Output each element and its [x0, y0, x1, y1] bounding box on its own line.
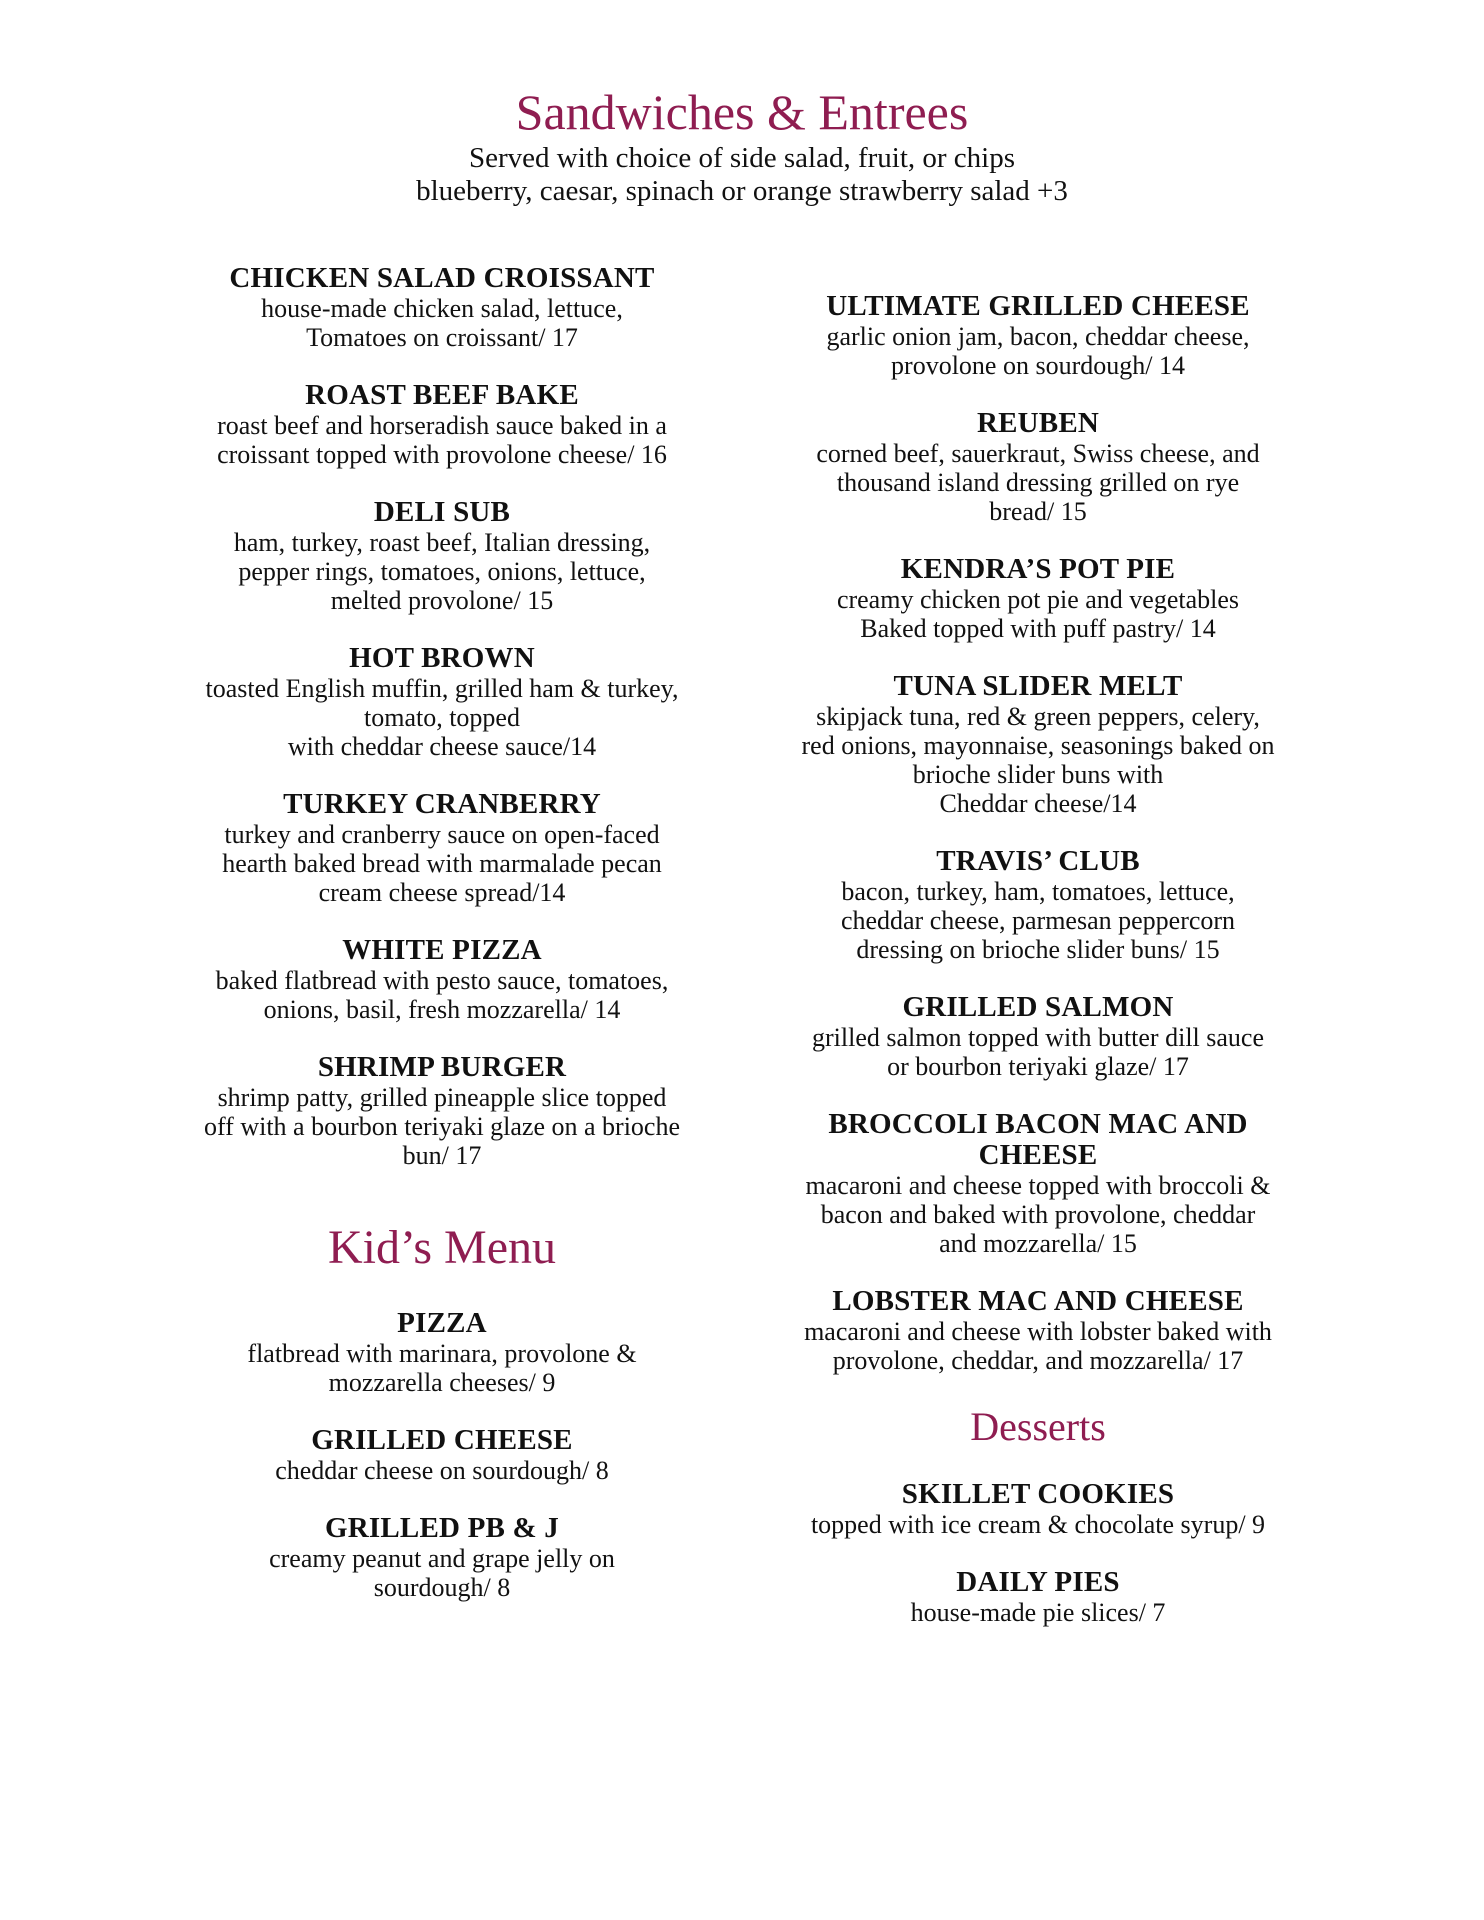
menu-item [142, 1425, 742, 1485]
menu-item-description: ham, turkey, roast beef, Italian dressing, pepper rings, tomatoes, onions, lettuce, melted provolone/ 15 [233, 528, 651, 615]
right-column [738, 291, 1338, 1655]
sandwich-list-right [738, 291, 1338, 1375]
kids-menu-list [142, 1308, 742, 1602]
menu-item [142, 263, 742, 352]
menu-item-name: GRILLED SALMON [902, 991, 1174, 1023]
menu-item-name: WHITE PIZZA [342, 934, 542, 966]
menu-item-name: TUNA SLIDER MELT [893, 670, 1183, 702]
menu-item-name: HOT BROWN [349, 642, 535, 674]
menu-item-name: BROCCOLI BACON MAC AND CHEESE [828, 1108, 1248, 1171]
sandwich-list-left [142, 263, 742, 1170]
menu-item-description: bacon, turkey, ham, tomatoes, lettuce, cheddar cheese, parmesan peppercorn dressing on brioche slider buns/ 15 [840, 877, 1236, 964]
menu-item-description: shrimp patty, grilled pineapple slice topped off with a bourbon teriyaki glaze on a brioche bun/ 17 [203, 1083, 681, 1170]
menu-item-name: TRAVIS’ CLUB [936, 845, 1140, 877]
menu-item-name: LOBSTER MAC AND CHEESE [832, 1285, 1244, 1317]
menu-item-name: ULTIMATE GRILLED CHEESE [826, 290, 1250, 322]
menu-item-description: cheddar cheese on sourdough/ 8 [275, 1456, 609, 1485]
menu-item [738, 291, 1338, 380]
menu-item-description: macaroni and cheese with lobster baked with provolone, cheddar, and mozzarella/ 17 [804, 1317, 1272, 1375]
menu-item [142, 497, 742, 615]
menu-item [738, 1479, 1338, 1539]
menu-item [738, 1286, 1338, 1375]
salad-upgrade-note: blueberry, caesar, spinach or orange strawberry salad +3 [416, 175, 1068, 207]
page-title: Sandwiches & Entrees [515, 84, 969, 140]
menu-item [738, 671, 1338, 818]
menu-item-description: house-made pie slices/ 7 [910, 1598, 1166, 1627]
menu-item [142, 643, 742, 761]
menu-item-description: house-made chicken salad, lettuce, Tomatoes on croissant/ 17 [261, 294, 623, 352]
menu-item-name: SKILLET COOKIES [901, 1478, 1175, 1510]
left-column [142, 263, 742, 1630]
menu-item-description: toasted English muffin, grilled ham & turkey, tomato, topped with cheddar cheese sauce/14 [205, 674, 679, 761]
menu-item [142, 935, 742, 1024]
menu-item-name: GRILLED CHEESE [311, 1424, 573, 1456]
sides-note: Served with choice of side salad, fruit, or chips [468, 142, 1015, 174]
kids-menu-title: Kid’s Menu [328, 1221, 556, 1274]
menu-item-name: DAILY PIES [956, 1566, 1120, 1598]
menu-item-description: turkey and cranberry sauce on open-faced hearth baked bread with marmalade pecan cream cheese spread/14 [222, 820, 662, 907]
menu-item-description: topped with ice cream & chocolate syrup/ 9 [810, 1510, 1266, 1539]
menu-item [738, 1109, 1338, 1258]
menu-item [142, 380, 742, 469]
desserts-title: Desserts [970, 1404, 1106, 1449]
menu-item [738, 554, 1338, 643]
menu-item [142, 1052, 742, 1170]
menu-item-description: corned beef, sauerkraut, Swiss cheese, and thousand island dressing grilled on rye bread/ 15 [816, 439, 1260, 526]
menu-item [738, 1567, 1338, 1627]
menu-item [738, 846, 1338, 964]
menu-item-name: GRILLED PB & J [324, 1512, 560, 1544]
menu-item-name: REUBEN [976, 407, 1100, 439]
menu-item-description: macaroni and cheese topped with broccoli & bacon and baked with provolone, cheddar and mozzarella/ 15 [805, 1171, 1271, 1258]
menu-header [0, 82, 1484, 208]
desserts-list [738, 1479, 1338, 1627]
menu-item-name: ROAST BEEF BAKE [305, 379, 579, 411]
menu-item [142, 789, 742, 907]
menu-item-name: SHRIMP BURGER [317, 1051, 567, 1083]
menu-item-description: garlic onion jam, bacon, cheddar cheese, provolone on sourdough/ 14 [826, 322, 1250, 380]
menu-item-description: skipjack tuna, red & green peppers, celery, red onions, mayonnaise, seasonings baked on brioche slider buns with Cheddar cheese/14 [801, 702, 1275, 818]
menu-item-name: KENDRA’S POT PIE [900, 553, 1176, 585]
menu-item [738, 992, 1338, 1081]
menu-item-description: creamy peanut and grape jelly on sourdough/ 8 [269, 1544, 615, 1602]
menu-item-name: CHICKEN SALAD CROISSANT [229, 262, 655, 294]
menu-item-description: creamy chicken pot pie and vegetables Baked topped with puff pastry/ 14 [836, 585, 1240, 643]
menu-item-name: TURKEY CRANBERRY [283, 788, 601, 820]
menu-item [142, 1308, 742, 1397]
menu-item-description: baked flatbread with pesto sauce, tomatoes, onions, basil, fresh mozzarella/ 14 [215, 966, 669, 1024]
menu-item-description: roast beef and horseradish sauce baked in a croissant topped with provolone cheese/ 16 [217, 411, 667, 469]
menu-item [738, 408, 1338, 526]
menu-item-name: DELI SUB [373, 496, 511, 528]
menu-item [142, 1513, 742, 1602]
menu-item-description: flatbread with marinara, provolone & mozzarella cheeses/ 9 [247, 1339, 637, 1397]
menu-item-description: grilled salmon topped with butter dill sauce or bourbon teriyaki glaze/ 17 [811, 1023, 1265, 1081]
menu-item-name: PIZZA [397, 1307, 487, 1339]
